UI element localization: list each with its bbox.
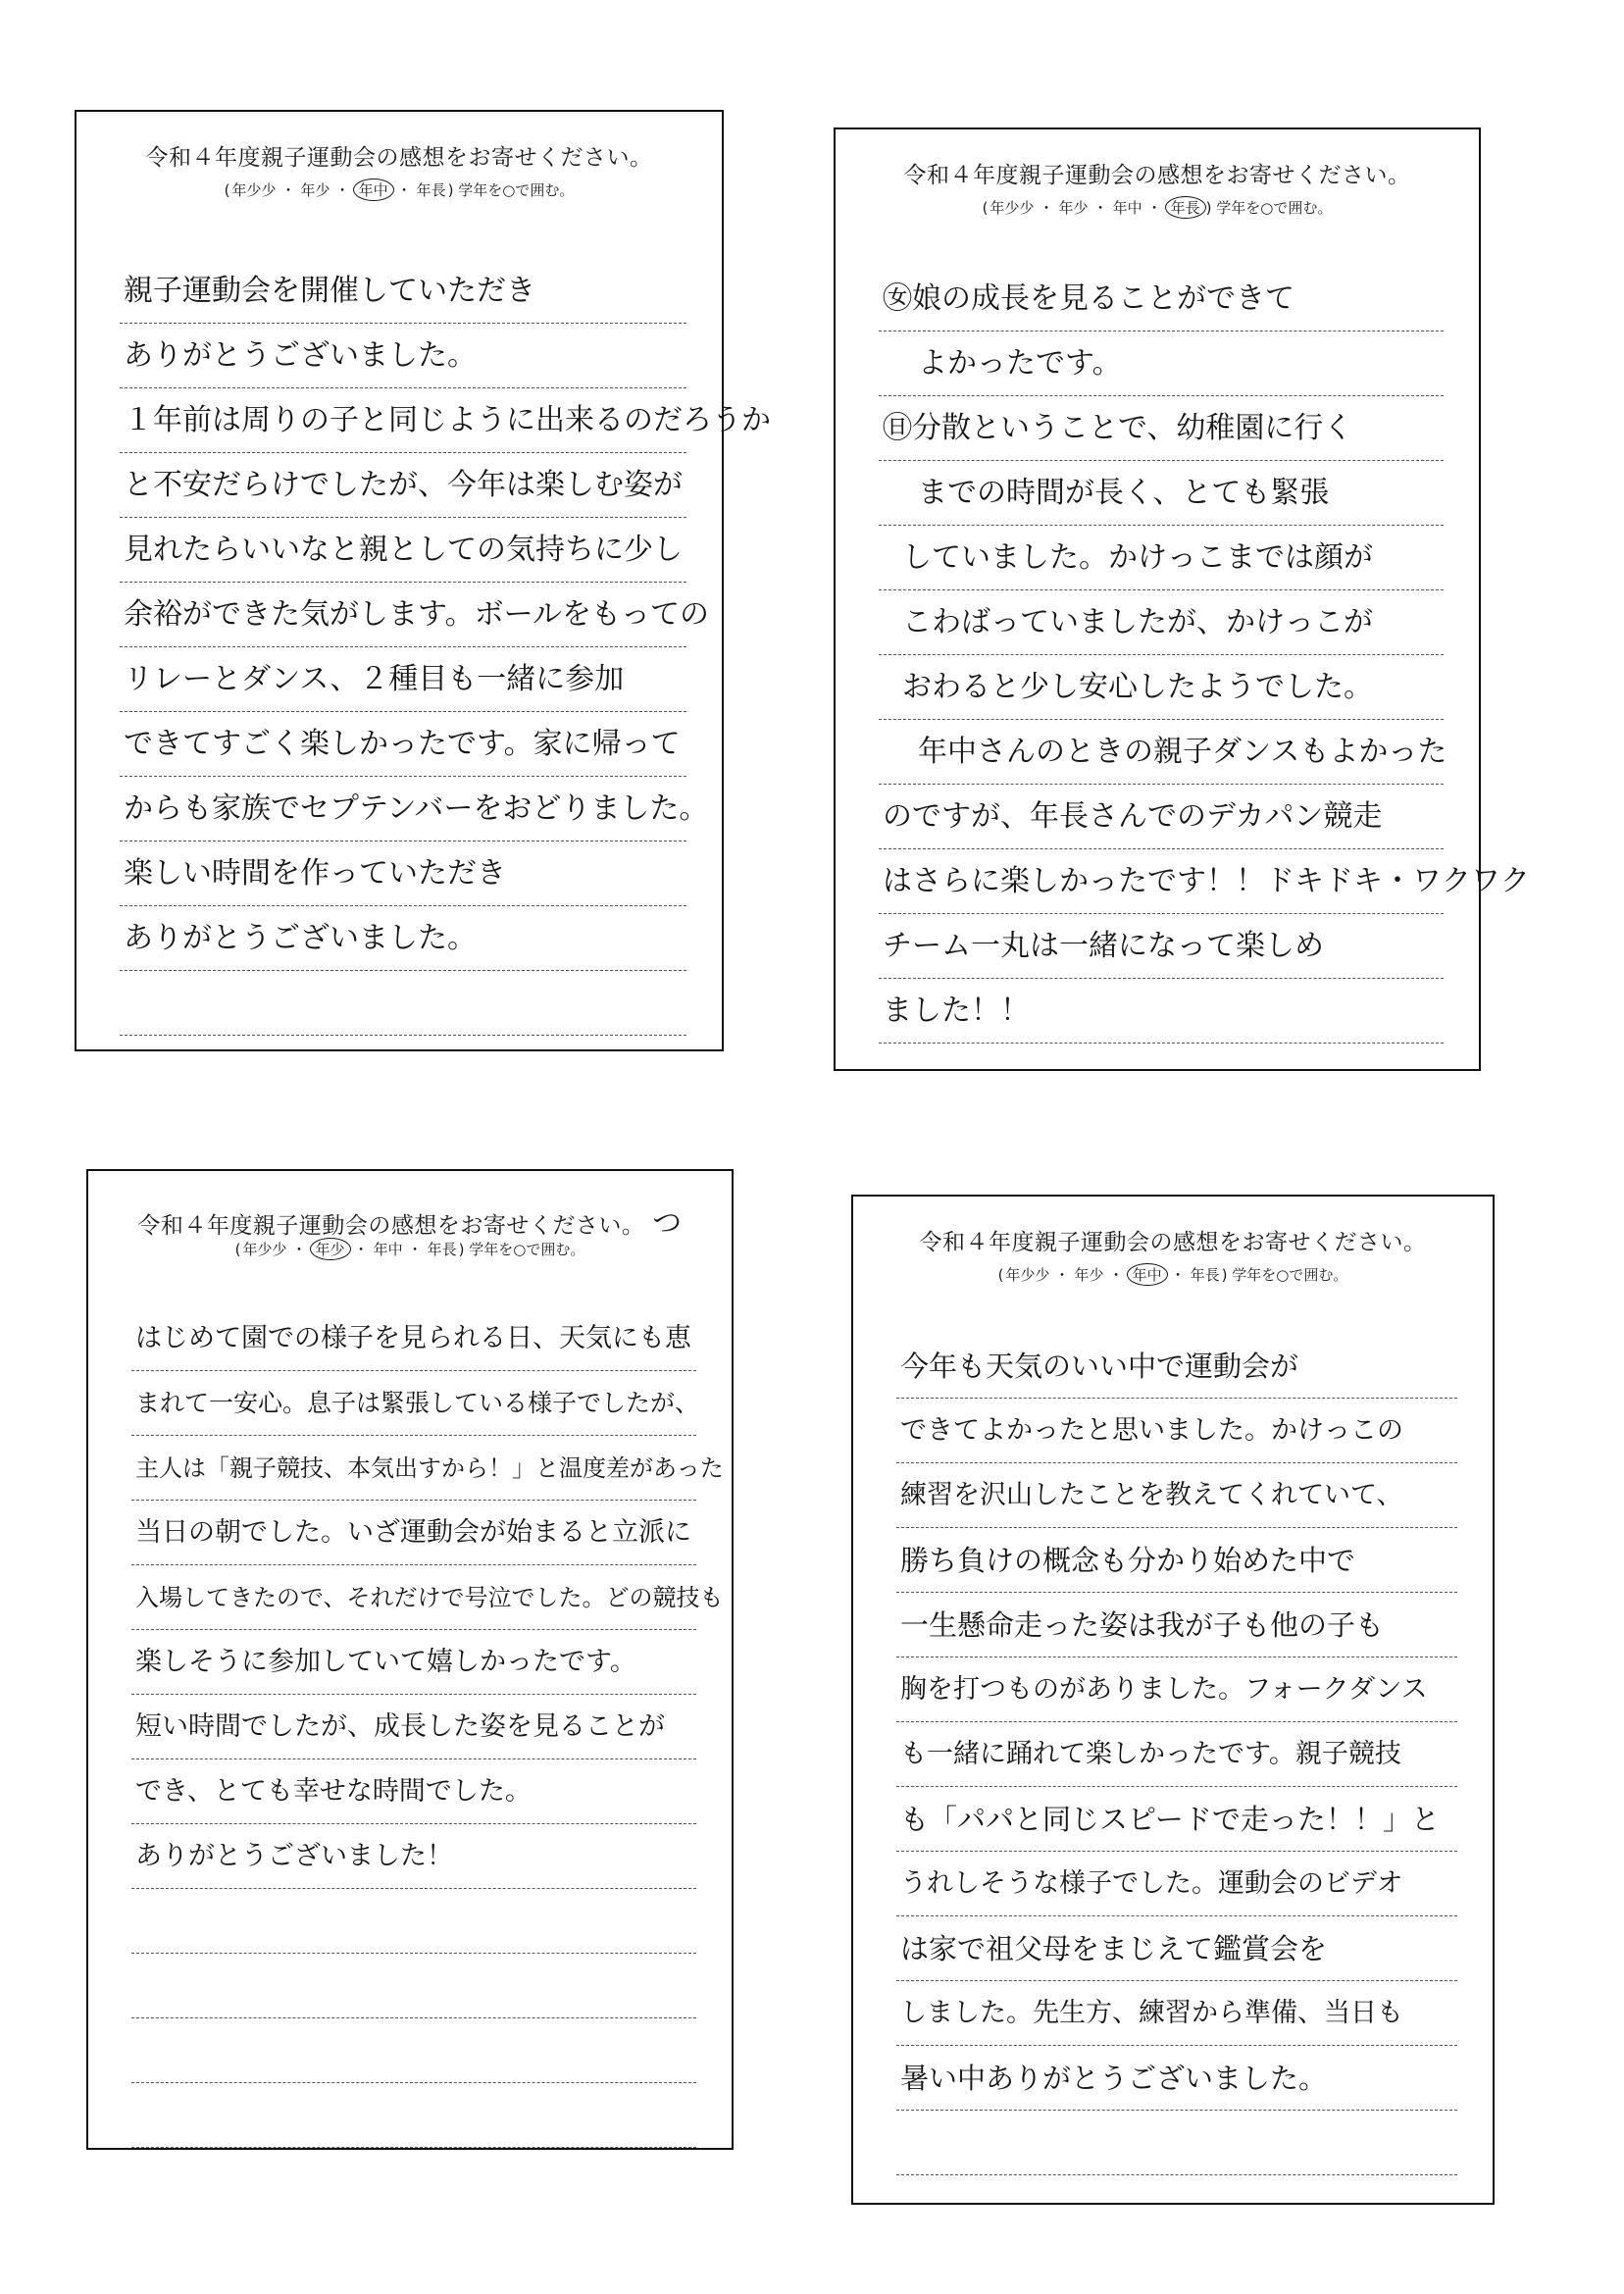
comment-line: はじめて園での様子を見られる日、天気にも恵 — [131, 1306, 696, 1371]
card-title: 令和４年度親子運動会の感想をお寄せください。 — [903, 163, 1411, 188]
comment-line: 楽しそうに参加していて嬉しかったです。 — [131, 1630, 696, 1695]
comment-line: 親子運動会を開催していただき — [120, 259, 686, 324]
survey-card-4 — [851, 1195, 1495, 2205]
comment-line: よかったです。 — [879, 331, 1444, 396]
comment-line: 見れたらいいなと親としての気持ちに少し — [120, 518, 686, 583]
comment-line: 楽しい時間を作っていただき — [120, 841, 686, 906]
comment-line: 勝ち負けの概念も分かり始めた中で — [896, 1528, 1457, 1593]
grade-selector: ( 年少少 ・ 年少 ・ 年中 ・ 年長 ) 学年を○で囲む。 — [88, 1238, 732, 1260]
comment-line: 余裕ができた気がします。ボールをもっての — [120, 583, 686, 647]
grade-option: 年少少 — [990, 199, 1035, 217]
comment-line: リレーとダンス、２種目も一緒に参加 — [120, 647, 686, 712]
comment-line — [131, 1954, 696, 2018]
grade-option: 年少 — [1058, 199, 1089, 217]
comment-line: 暑い中ありがとうございました。 — [896, 2046, 1457, 2111]
grade-option: 年長 — [416, 181, 446, 199]
card-title: 令和４年度親子運動会の感想をお寄せください。 — [919, 1230, 1427, 1255]
comment-line: １年前は周りの子と同じように出来るのだろうか — [120, 388, 686, 453]
grade-selector: ( 年少少 ・ 年少 ・ 年中 ・ 年長 ) 学年を○で囲む。 — [76, 178, 722, 201]
comment-line: ㊛娘の成長を見ることができて — [879, 267, 1444, 331]
comment-line: ありがとうございました。 — [120, 906, 686, 971]
comment-line: 年中さんのときの親子ダンスもよかった — [879, 720, 1444, 785]
survey-card-1 — [75, 110, 771, 1051]
card-title: 令和４年度親子運動会の感想をお寄せください。 — [145, 145, 653, 171]
grade-option: 年少 — [1074, 1266, 1104, 1284]
handwritten-comment — [879, 267, 1530, 1044]
grade-option: 年長 — [427, 1241, 457, 1258]
comment-line: 練習を沢山したことを教えてくれていて、 — [896, 1463, 1457, 1528]
comment-line: も一緒に踊れて楽しかったです。親子競技 — [896, 1722, 1457, 1787]
comment-line: も「パパと同じスピードで走った！！」と — [896, 1787, 1457, 1852]
comment-line: 主人は「親子競技、本気出すから！」と温度差があった — [131, 1436, 696, 1501]
handwritten-comment — [120, 259, 771, 1036]
grade-option: 年少 — [300, 181, 330, 199]
comment-line: まれて一安心。息子は緊張している様子でしたが、 — [131, 1371, 696, 1436]
grade-option: 年少少 — [1005, 1266, 1050, 1284]
grade-instruction: 学年を○で囲む。 — [469, 1241, 585, 1258]
comment-line — [120, 971, 686, 1036]
grade-option-selected: 年中 — [1127, 1263, 1168, 1286]
comment-line: 入場してきたので、それだけで号泣でした。どの競技も — [131, 1565, 696, 1630]
grade-option: 年少少 — [231, 181, 277, 199]
comment-line: ㊐分散ということで、幼稚園に行く — [879, 396, 1444, 461]
comment-line — [896, 2111, 1457, 2175]
comment-line: からも家族でセプテンバーをおどりました。 — [120, 777, 686, 841]
grade-option: 年長 — [1190, 1266, 1220, 1284]
stray-mark: つ — [652, 1206, 683, 1241]
comment-line: おわると少し安心したようでした。 — [879, 655, 1444, 720]
comment-line: までの時間が長く、とても緊張 — [879, 461, 1444, 526]
comment-line: できてすごく楽しかったです。家に帰って — [120, 712, 686, 777]
comment-line: ありがとうございました。 — [120, 324, 686, 388]
card-title — [88, 1198, 732, 1242]
comment-line: こわばっていましたが、かけっこが — [879, 590, 1444, 655]
survey-card-3 — [86, 1169, 734, 2150]
grade-option-selected: 年長 — [1165, 196, 1206, 219]
comment-line: チーム一丸は一緒になって楽しめ — [879, 914, 1444, 979]
grade-option-selected: 年少 — [310, 1238, 351, 1260]
comment-line: 今年も天気のいい中で運動会が — [896, 1334, 1457, 1399]
comment-line — [131, 2083, 696, 2148]
survey-card-2 — [834, 127, 1530, 1071]
comment-line — [131, 2018, 696, 2083]
comment-line: うれしそうな様子でした。運動会のビデオ — [896, 1852, 1457, 1916]
handwritten-comment — [896, 1334, 1457, 2175]
comment-line: できてよかったと思いました。かけっこの — [896, 1399, 1457, 1463]
card-title-text: 令和４年度親子運動会の感想をお寄せください。 — [137, 1213, 645, 1239]
comment-line: ありがとうございました！ — [131, 1824, 696, 1889]
comment-line: は家で祖父母をまじえて鑑賞会を — [896, 1916, 1457, 1981]
comment-line: ました！！ — [879, 979, 1444, 1044]
comment-line — [131, 1889, 696, 1954]
comment-line: 短い時間でしたが、成長した姿を見ることが — [131, 1695, 696, 1759]
comment-line: しました。先生方、練習から準備、当日も — [896, 1981, 1457, 2046]
comment-line: はさらに楽しかったです！！ドキドキ・ワクワク — [879, 849, 1444, 914]
comment-line: と不安だらけでしたが、今年は楽しむ姿が — [120, 453, 686, 518]
grade-instruction: 学年を○で囲む。 — [458, 181, 575, 199]
handwritten-comment — [131, 1306, 724, 2148]
grade-instruction: 学年を○で囲む。 — [1216, 199, 1333, 217]
comment-line: していました。かけっこまでは顔が — [879, 526, 1444, 590]
grade-option-selected: 年中 — [353, 178, 394, 201]
comment-line: 一生懸命走った姿は我が子も他の子も — [896, 1593, 1457, 1657]
grade-selector: ( 年少少 ・ 年少 ・ 年中 ・ 年長 ) 学年を○で囲む。 — [853, 1263, 1493, 1286]
grade-option: 年少少 — [242, 1241, 287, 1258]
comment-line: でき、とても幸せな時間でした。 — [131, 1759, 696, 1824]
comment-line: 胸を打つものがありました。フォークダンス — [896, 1657, 1457, 1722]
grade-option: 年中 — [1112, 199, 1142, 217]
comment-line: のですが、年長さんでのデカパン競走 — [879, 785, 1444, 849]
grade-instruction: 学年を○で囲む。 — [1232, 1266, 1348, 1284]
grade-selector: ( 年少少 ・ 年少 ・ 年中 ・ 年長 ) 学年を○で囲む。 — [836, 196, 1479, 219]
grade-option: 年中 — [373, 1241, 403, 1258]
comment-line: 当日の朝でした。いざ運動会が始まると立派に — [131, 1501, 696, 1565]
